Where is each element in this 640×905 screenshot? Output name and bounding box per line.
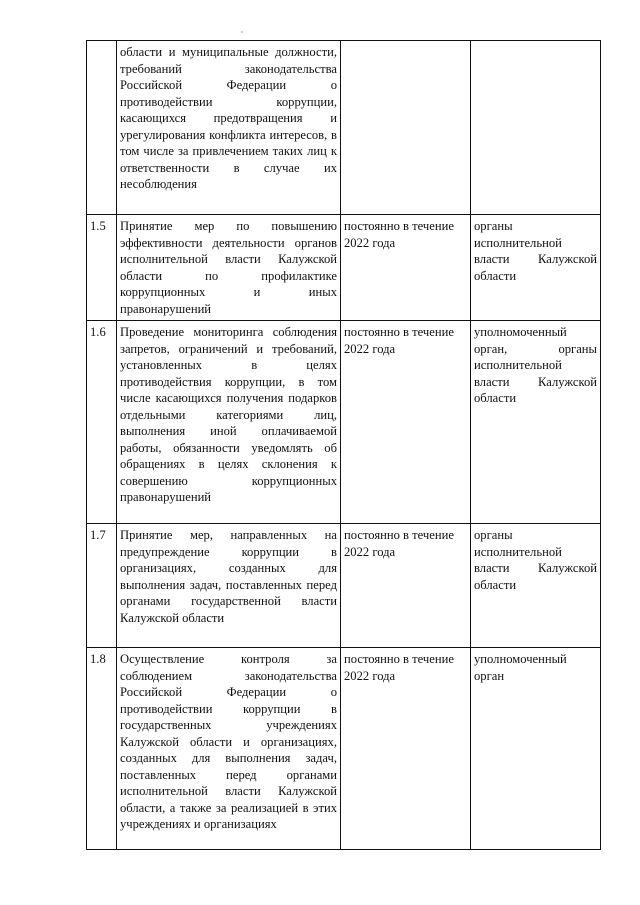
table-row xyxy=(87,215,601,321)
row-executor: органы исполнительной власти Калужской области xyxy=(471,524,601,648)
row-number: 1.8 xyxy=(87,648,117,850)
row-executor: органы исполнительной власти Калужской области xyxy=(471,215,601,321)
row-term: постоянно в течение 2022 года xyxy=(341,648,471,850)
row-term: постоянно в течение 2022 года xyxy=(341,321,471,524)
row-number: 1.5 xyxy=(87,215,117,321)
row-term: постоянно в течение 2022 года xyxy=(341,215,471,321)
row-action: Проведение мониторинга соблюдения запретов, ограничений и требований, установленных в целях противодействия коррупции, в том числе касающихся получения подарков отдельными категориями лиц, выполнения иной оплачиваемой работы, обязанности уведомлять об обращениях в целях склонения к совершению коррупционных правонарушений xyxy=(117,321,341,524)
table-row xyxy=(87,321,601,524)
table-row xyxy=(87,648,601,850)
table-row xyxy=(87,524,601,648)
row-number: 1.6 xyxy=(87,321,117,524)
row-executor: уполномоченный орган, органы исполнительной власти Калужской области xyxy=(471,321,601,524)
measures-table xyxy=(86,40,601,850)
row-number: 1.7 xyxy=(87,524,117,648)
row-term xyxy=(341,41,471,215)
row-executor: уполномоченный орган xyxy=(471,648,601,850)
table-row xyxy=(87,41,601,215)
row-term: постоянно в течение 2022 года xyxy=(341,524,471,648)
row-number xyxy=(87,41,117,215)
row-action: Принятие мер по повышению эффективности деятельности органов исполнительной власти Калужской области по профилактике коррупционных и иных правонарушений xyxy=(117,215,341,321)
row-action: Осуществление контроля за соблюдением законодательства Российской Федерации о противодействии коррупции в государственных учреждениях Калужской области и организациях, созданных для выполнения задач, поставленных перед органами исполнительной власти Калужской области, а также за реализацией в этих учреждениях и организациях xyxy=(117,648,341,850)
scan-speck xyxy=(241,31,243,33)
row-action: области и муниципальные должности, требований законодательства Российской Федерации о противодействии коррупции, касающихся предотвращения и урегулирования конфликта интересов, в том числе за привлечением таких лиц к ответственности в случае их несоблюдения xyxy=(117,41,341,215)
row-action: Принятие мер, направленных на предупреждение коррупции в организациях, созданных для выполнения задач, поставленных перед органами государственной власти Калужской области xyxy=(117,524,341,648)
row-executor xyxy=(471,41,601,215)
